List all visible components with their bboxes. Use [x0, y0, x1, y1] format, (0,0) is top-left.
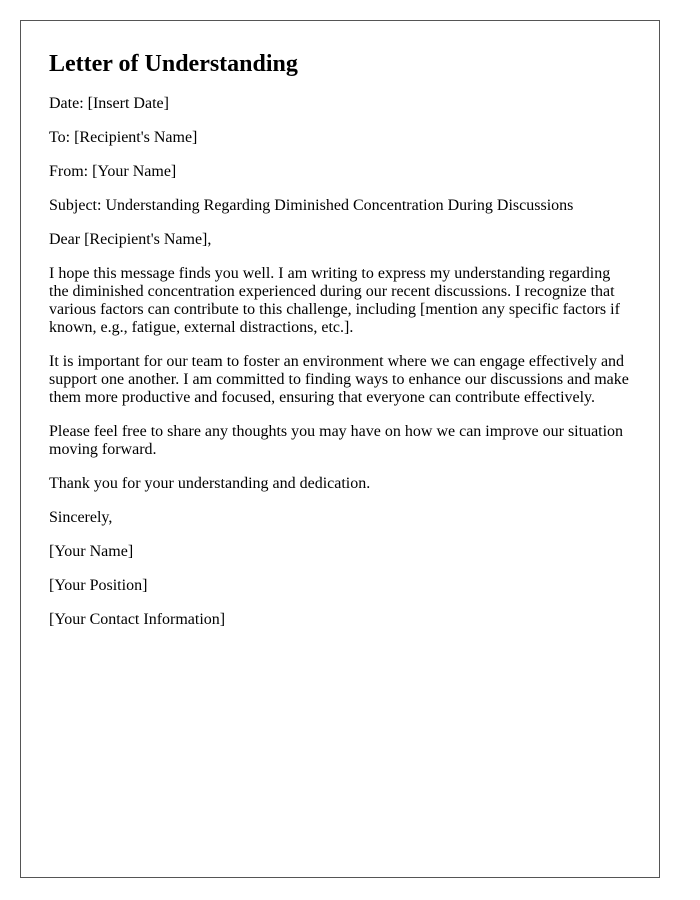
subject-line: Subject: Understanding Regarding Diminished Concentration During Discussions	[49, 197, 574, 214]
signature-contact: [Your Contact Information]	[49, 611, 226, 628]
to-line: To: [Recipient's Name]	[49, 129, 198, 146]
letter-title: Letter of Understanding	[49, 51, 298, 77]
body-paragraph-1: I hope this message finds you well. I am writing to express my understanding regarding the diminished concentration experienced during our recent discussions. I recognize that various factors can contribute to this challenge, including [mention any specific factors if known, e.g., fatigue, external distractions, etc.].	[49, 265, 620, 336]
salutation: Dear [Recipient's Name],	[49, 231, 212, 248]
date-line: Date: [Insert Date]	[49, 95, 169, 112]
closing: Sincerely,	[49, 509, 113, 526]
body-paragraph-2: It is important for our team to foster an environment where we can engage effectively and support one another. I am committed to finding ways to enhance our discussions and make them more productive and focused, ensuring that everyone can contribute effectively.	[49, 353, 629, 406]
letter-page	[20, 20, 660, 878]
signature-position: [Your Position]	[49, 577, 148, 594]
body-paragraph-3: Please feel free to share any thoughts you may have on how we can improve our situation moving forward.	[49, 423, 624, 458]
from-line: From: [Your Name]	[49, 163, 177, 180]
signature-name: [Your Name]	[49, 543, 134, 560]
body-paragraph-4: Thank you for your understanding and dedication.	[49, 475, 371, 492]
